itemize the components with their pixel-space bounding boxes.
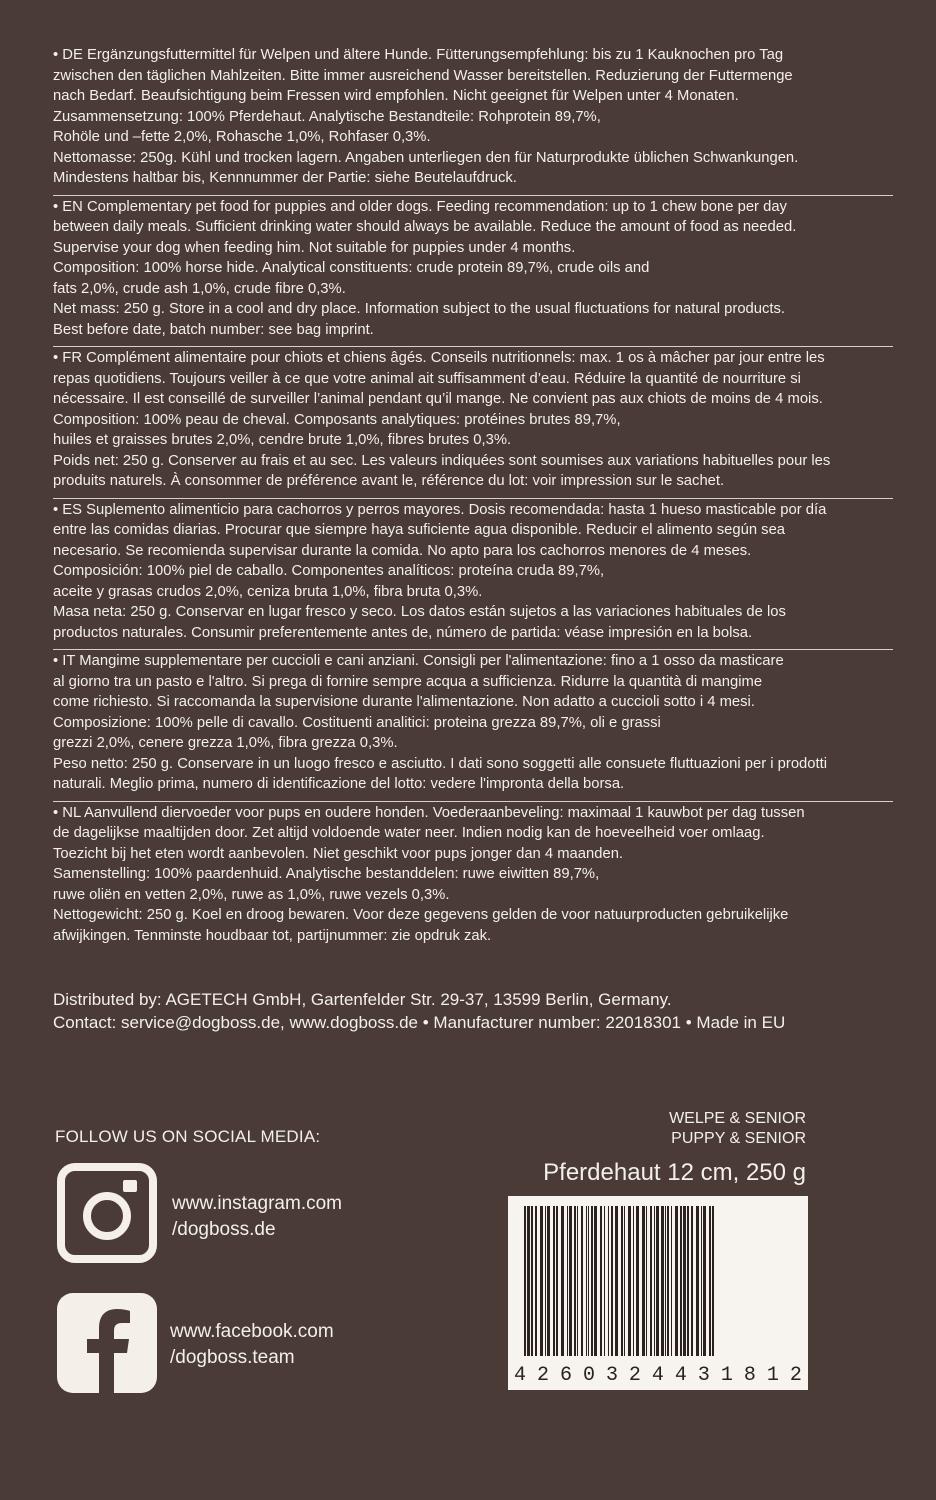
label-en: PUPPY & SENIOR	[671, 1130, 806, 1147]
section-it	[53, 649, 893, 801]
product-name: Pferdehaut 12 cm, 250 g	[543, 1159, 806, 1186]
barcode-bar	[524, 1206, 526, 1356]
social-heading: FOLLOW US ON SOCIAL MEDIA:	[55, 1127, 321, 1146]
barcode-bar	[577, 1206, 578, 1356]
section-es	[53, 498, 893, 650]
barcode-bar	[683, 1206, 686, 1356]
section-nl	[53, 801, 893, 953]
barcode-bar	[608, 1206, 609, 1356]
instagram-link[interactable]	[172, 1191, 342, 1243]
facebook-url: www.facebook.com	[170, 1321, 334, 1342]
barcode-bar	[581, 1206, 583, 1356]
product-labels	[669, 1109, 806, 1149]
barcode-bar	[691, 1206, 693, 1356]
barcode-bar	[665, 1206, 666, 1356]
barcode-bar	[535, 1206, 537, 1356]
section-de	[53, 45, 893, 195]
barcode-bar	[703, 1206, 706, 1356]
barcode-bar	[636, 1206, 639, 1356]
instagram-icon[interactable]	[57, 1163, 157, 1263]
barcode-bar	[540, 1206, 543, 1356]
barcode-bar	[680, 1206, 682, 1356]
barcode-bar	[604, 1206, 605, 1356]
barcode-bar	[553, 1206, 555, 1356]
barcode-bar	[656, 1206, 659, 1356]
barcode-digit: 8	[743, 1363, 756, 1387]
section-fr	[53, 346, 893, 498]
barcode-bar	[701, 1206, 702, 1356]
barcode-bar	[633, 1206, 634, 1356]
barcode-bar	[642, 1206, 645, 1356]
section-text: • IT Mangime supplementare per cuccioli e cani anziani. Consigli per l'alimentazione: fino a 1 osso da masticare al giorno tra un pasto e l'altro. Si prega di fornire sempre acqua a sufficienza. Ridurre la quantità di mangime come richiesto. Si raccomanda la supervisione durante l'alimentazione. Non adatto a cuccioli sotto i 4 mesi. Composizione: 100% pelle di cavallo. Costituenti analitici: proteina grezza 89,7%, oli e grassi grezzi 2,0%, cenere grezza 1,0%, fibra grezza 0,3%. Peso netto: 250 g. Conservare in un luogo fresco e asciutto. I dati sono soggetti alle consuete fluttuazioni per i prodotti naturali. Meglio prima, numero di identificazione del lotto: vedere l'impronta della borsa.	[53, 653, 828, 792]
barcode-bar	[561, 1206, 564, 1356]
barcode-bar	[527, 1206, 530, 1356]
section-text: • DE Ergänzungsfuttermittel für Welpen und ältere Hunde. Fütterungsempfehlung: bis zu 1 Kauknochen pro Tag zwischen den täglichen Mahlzeiten. Bitte immer ausreichend Wasser bereitstellen. Reduzierung der Futtermenge nach Bedarf. Beaufsichtigung beim Fressen wird empfohlen. Nicht geeignet für Welpen unter 4 Monaten. Zusammensetzung: 100% Pferdehaut. Analytische Bestandteile: Rohprotein 89,7%, Rohöle und –fette 2,0%, Rohasche 1,0%, Rohfaser 0,3%. Nettomasse: 250g. Kühl und trocken lagern. Angaben unterliegen den für Naturprodukte üblichen Schwankungen. Mindestens haltbar bis, Kennnummer der Partie: siehe Beutelaufdruck.	[53, 47, 799, 186]
barcode-bar	[661, 1206, 664, 1356]
barcode-bar	[654, 1206, 655, 1356]
barcode-bar	[709, 1206, 711, 1356]
barcode-number	[508, 1360, 808, 1390]
barcode-bar	[615, 1206, 618, 1356]
barcode-digit: 0	[582, 1363, 595, 1387]
barcode-digit: 1	[766, 1363, 779, 1387]
barcode-bar	[547, 1206, 550, 1356]
barcode-bar	[712, 1206, 714, 1356]
barcode-digit: 4	[651, 1363, 664, 1387]
section-en	[53, 195, 893, 347]
barcode-bar	[594, 1206, 597, 1356]
barcode-bar	[667, 1206, 669, 1356]
barcode-bar	[671, 1206, 672, 1356]
facebook-handle: /dogboss.team	[170, 1347, 295, 1368]
distributor-line: Distributed by: AGETECH GmbH, Gartenfelder Str. 29-37, 13599 Berlin, Germany.	[53, 990, 672, 1009]
barcode-digit: 6	[559, 1363, 572, 1387]
barcode-bar	[569, 1206, 572, 1356]
barcode-bar	[600, 1206, 602, 1356]
barcode-digit: 2	[628, 1363, 641, 1387]
barcode-bar	[624, 1206, 625, 1356]
barcode-bar	[574, 1206, 576, 1356]
barcode-bar	[556, 1206, 558, 1356]
barcode-digit: 2	[789, 1363, 802, 1387]
distributor-info	[53, 988, 913, 1034]
contact-line: Contact: service@dogboss.de, www.dogboss.de • Manufacturer number: 22018301 • Made in EU	[53, 1013, 786, 1032]
barcode-bar	[545, 1206, 546, 1356]
barcode-digit: 3	[605, 1363, 618, 1387]
barcode-digit: 1	[720, 1363, 733, 1387]
barcode-bar	[588, 1206, 589, 1356]
barcode-bar	[646, 1206, 647, 1356]
barcode-bar	[611, 1206, 613, 1356]
barcode-digit: 2	[536, 1363, 549, 1387]
barcode-digit: 4	[514, 1363, 527, 1387]
barcode	[508, 1196, 808, 1386]
instagram-url: www.instagram.com	[172, 1193, 342, 1214]
barcode-bar	[621, 1206, 623, 1356]
barcode-digit: 3	[697, 1363, 710, 1387]
facebook-icon[interactable]	[57, 1293, 157, 1393]
label-de: WELPE & SENIOR	[669, 1110, 806, 1127]
instagram-handle: /dogboss.de	[172, 1219, 276, 1240]
barcode-bar	[586, 1206, 587, 1356]
barcode-bar	[591, 1206, 593, 1356]
section-text: • NL Aanvullend diervoeder voor pups en oudere honden. Voederaanbeveling: maximaal 1 kauwbot per dag tussen de dagelijkse maaltijden door. Zet altijd voldoende water neer. Indien nodig kan de hoeveelheid voer omlaag. Toezicht bij het eten wordt aanbevolen. Niet geschikt voor pups jonger dan 4 maanden. Samenstelling: 100% paardenhuid. Analytische bestanddelen: ruwe eiwitten 89,7%, ruwe oliën en vetten 2,0%, ruwe as 1,0%, ruwe vezels 0,3%. Nettogewicht: 250 g. Koel en droog bewaren. Voor deze gegevens gelden de voor natuurproducten gebruikelijke afwijkingen. Tenminste houdbaar tot, partijnummer: zie opdruk zak.	[53, 804, 805, 944]
facebook-link[interactable]	[170, 1319, 334, 1371]
section-text: • EN Complementary pet food for puppies and older dogs. Feeding recommendation: up to 1 chew bone per day between daily meals. Sufficient drinking water should always be available. Reduce the amount of food as needed. Supervise your dog when feeding him. Not suitable for puppies under 4 months. Composition: 100% horse hide. Analytical constituents: crude protein 89,7%, crude oils and fats 2,0%, crude ash 1,0%, crude fibre 0,3%. Net mass: 250 g. Store in a cool and dry place. Information subject to the usual fluctuations for natural products. Best before date, batch number: see bag imprint.	[53, 198, 797, 338]
barcode-bar	[650, 1206, 652, 1356]
barcode-bar	[675, 1206, 678, 1356]
section-text: • FR Complément alimentaire pour chiots et chiens âgés. Conseils nutritionnels: max. 1 os à mâcher par jour entre les repas quotidiens. Toujours veiller à ce que votre animal ait suffisamment d’eau. Réduire la quantité de nourriture si nécessaire. Il est conseillé de surveiller l’animal pendant qu’il mange. Ne convient pas aux chiots de moins de 4 mois. Composition: 100% peau de cheval. Composants analytiques: protéines brutes 89,7%, huiles et graisses brutes 2,0%, cendre brute 1,0%, fibres brutes 0,3%. Poids net: 250 g. Conserver au frais et au sec. Les valeurs indiquées sont soumises aux variations habituelles pour les produits naturels. À consommer de préférence avant le, référence du lot: voir impression sur le sachet.	[53, 350, 831, 489]
barcode-bar	[687, 1206, 689, 1356]
barcode-digit: 4	[674, 1363, 687, 1387]
barcode-bar	[628, 1206, 631, 1356]
barcode-bar	[696, 1206, 699, 1356]
barcode-bar	[567, 1206, 568, 1356]
multilingual-text-block	[53, 45, 893, 952]
section-text: • ES Suplemento alimenticio para cachorros y perros mayores. Dosis recomendada: hasta 1 hueso masticable por día entre las comidas diarias. Procurar que siempre haya suficiente agua disponible. Reducir el alimento según sea necesario. Se recomienda supervisar durante la comida. No apto para los cachorros menores de 4 meses. Composición: 100% piel de caballo. Componentes analíticos: proteína cruda 89,7%, aceite y grasas crudos 2,0%, ceniza bruta 1,0%, fibra bruta 0,3%. Masa neta: 250 g. Conservar en lugar fresco y seco. Los datos están sujetos a las variaciones habituales de los productos naturales. Consumir preferentemente antes de, número de partida: véase impresión en la bolsa.	[53, 501, 827, 641]
barcode-bar	[531, 1206, 533, 1356]
